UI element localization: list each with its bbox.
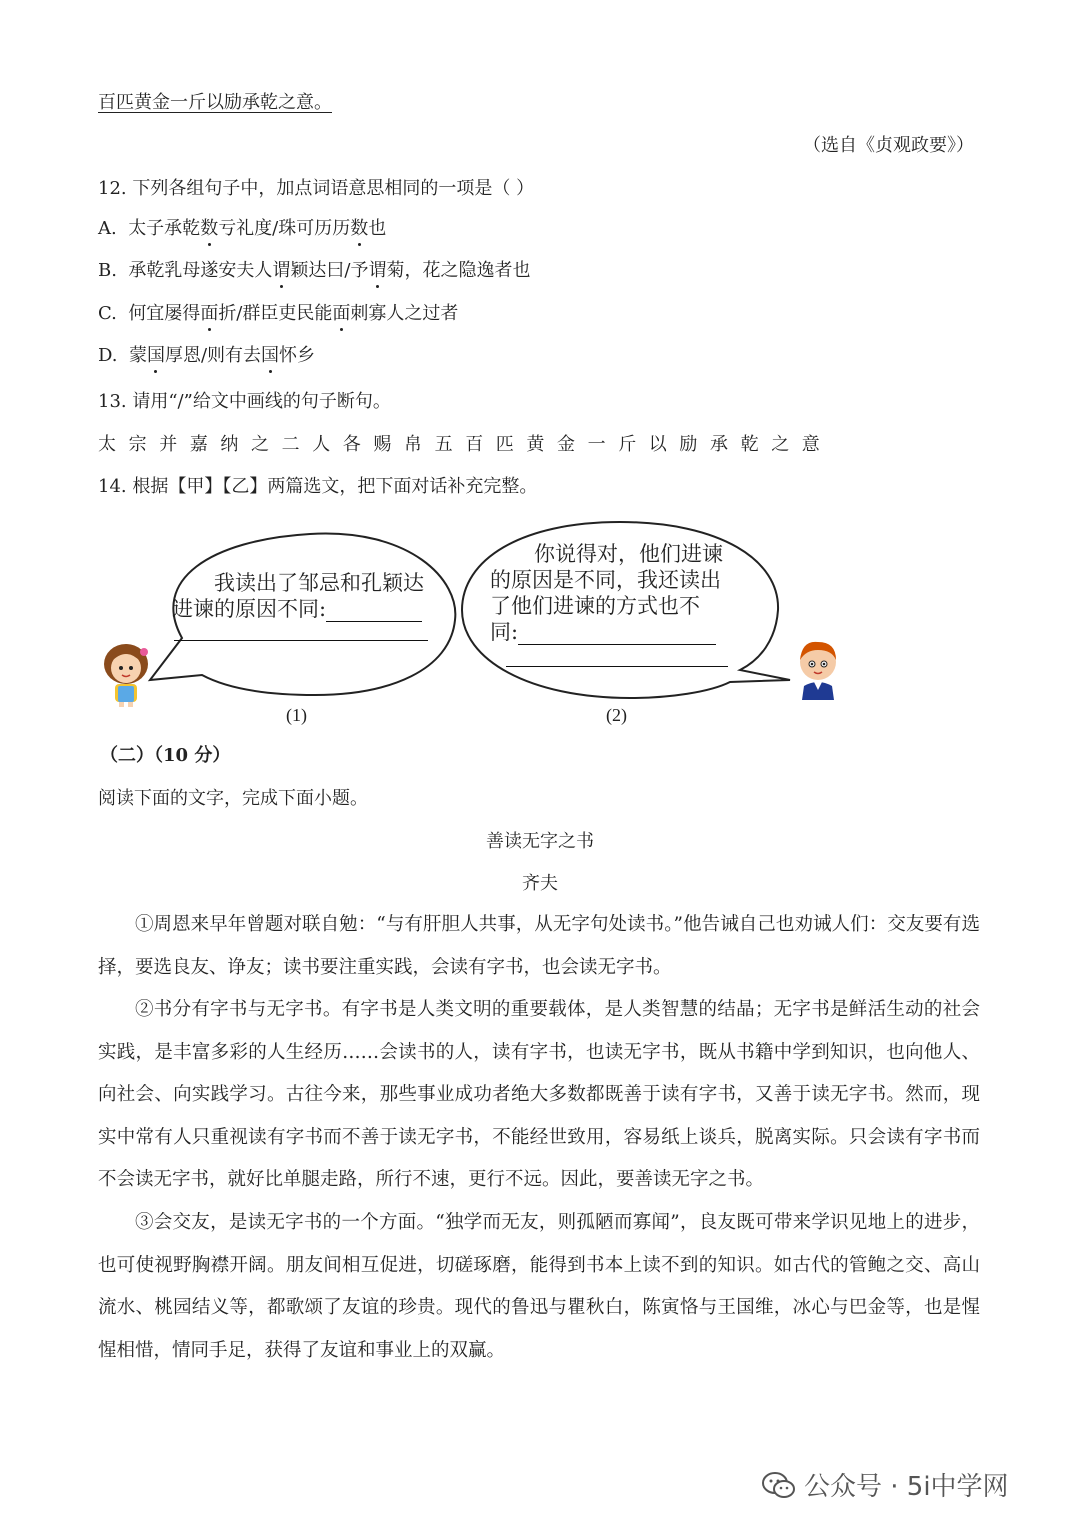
option-text: 蒙 <box>128 345 147 366</box>
source-citation: （选自《贞观政要》） <box>803 135 974 156</box>
q12-option-c <box>98 301 458 327</box>
option-label: D. <box>98 345 118 366</box>
bubble2-line1: 你说得对，他们进谏 <box>534 542 723 566</box>
top-underlined-line: 百匹黄金一斤以励承乾之意。 <box>98 92 332 113</box>
bubble2-line2: 的原因是不同，我还读出 <box>490 568 721 592</box>
wechat-icon <box>762 1472 796 1500</box>
q12-option-b <box>98 258 530 284</box>
watermark <box>762 1466 1009 1503</box>
q14-stem: 14. 根据【甲】【乙】两篇选文，把下面对话补充完整。 <box>98 476 538 497</box>
section-heading: （二）（10 分） <box>100 745 231 766</box>
option-label: B. <box>98 260 117 281</box>
option-text: 承乾乳母遂安夫人 <box>128 260 273 281</box>
option-text: 亏礼度/珠可历历 <box>218 218 351 239</box>
bubble1-line1: 我读出了邹忌和孔颖达 <box>214 571 424 595</box>
answer-blank-line[interactable] <box>174 616 428 641</box>
option-text: 太子承乾 <box>128 218 201 239</box>
option-text: 折/群臣吏民能 <box>218 303 333 324</box>
q12-option-a <box>98 216 386 242</box>
option-text: 厚恩/则有去 <box>164 345 262 366</box>
option-text: 颖达曰/予 <box>290 260 369 281</box>
article-title: 善读无字之书 <box>486 831 594 852</box>
paragraph-3: ③会交友，是读无字书的一个方面。“独学而无友，则孤陋而寡闻”，良友既可带来学识见地上的进步，也可使视野胸襟开阔。朋友间相互促进，切磋琢磨，能得到书本上读不到的知识。如古代的管鲍之交、高山流水、桃园结义等，都歌颂了友谊的珍贵。现代的鲁迅与瞿秋白，陈寅恪与王国维，冰心与巴金等，也是惺惺相惜，情同手足，获得了友谊和事业上的双赢。 <box>98 1212 980 1361</box>
caption-1: (1) <box>286 705 307 725</box>
q12-option-d <box>98 343 315 369</box>
girl-avatar-icon <box>100 642 152 708</box>
option-text: 菊，花之隐逸者也 <box>386 260 531 281</box>
option-text: 怀乡 <box>279 345 316 366</box>
dotted-word: 数 <box>350 218 369 239</box>
bubble2-label: 同: <box>490 620 519 644</box>
paragraph-1: ①周恩来早年曾题对联自勉：“与有肝胆人共事，从无字句处读书。”他告诫自己也劝诫人们：交友要有选择，要选良友、诤友；读书要注重实践，会读有字书，也会读无字书。 <box>98 914 980 978</box>
dotted-word: 谓 <box>368 260 387 281</box>
dotted-word: 面 <box>332 303 351 324</box>
dotted-word: 国 <box>261 345 280 366</box>
bubble2-line3: 了他们进谏的方式也不 <box>490 594 700 618</box>
caption-2: (2) <box>606 705 627 725</box>
bubble1-label: 进谏的原因不同: <box>172 597 327 621</box>
paragraph-2: ②书分有字书与无字书。有字书是人类文明的重要载体，是人类智慧的结晶；无字书是鲜活生动的社会实践，是丰富多彩的人生经历……会读书的人，读有字书，也读无字书，既从书籍中学到知识，也向他人、向社会、向实践学习。古往今来，那些事业成功者绝大多数都既善于读有字书，又善于读无字书。然而，现实中常有人只重视读有字书而不善于读无字书，不能经世致用，容易纸上谈兵，脱离实际。只会读有字书而不会读无字书，就好比单腿走路，所行不速，更行不远。因此，要善读无字之书。 <box>98 999 980 1190</box>
dotted-word: 数 <box>200 218 219 239</box>
q13-sentence: 太宗并嘉纳之二人各赐帛五百匹黄金一斤以励承乾之意 <box>98 434 833 455</box>
option-text: 刺寡人之过者 <box>350 303 459 324</box>
dotted-word: 国 <box>146 345 165 366</box>
option-label: C. <box>98 303 117 324</box>
option-text: 也 <box>368 218 387 239</box>
q13-stem: 13. 请用“/”给文中画线的句子断句。 <box>98 391 391 412</box>
section-intro: 阅读下面的文字，完成下面小题。 <box>98 788 368 809</box>
dotted-word: 面 <box>200 303 219 324</box>
q12-stem: 12. 下列各组句子中，加点词语意思相同的一项是（ ） <box>98 178 535 199</box>
option-label: A. <box>98 218 117 239</box>
answer-blank-line[interactable] <box>506 642 728 667</box>
boy-avatar-icon <box>794 638 842 702</box>
dotted-word: 谓 <box>272 260 291 281</box>
watermark-text: 公众号 · 5i中学网 <box>804 1472 1009 1502</box>
article-author: 齐夫 <box>522 873 558 894</box>
option-text: 何宜屡得 <box>128 303 201 324</box>
